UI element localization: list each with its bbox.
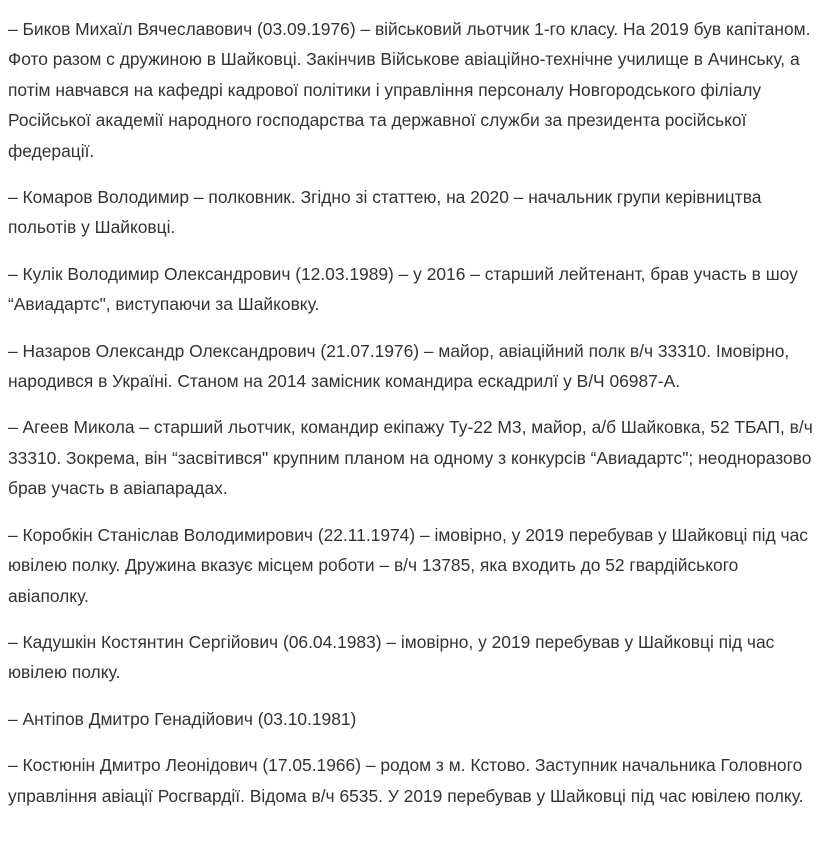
paragraph-kostyunin: – Костюнін Дмитро Леонідович (17.05.1966) – родом з м. Кстово. Заступник начальника Головного управління авіації Росгвардії. Відома в/ч 6535. У 2019 перебував у Шайковці під час ювілею полку.: [8, 755, 804, 806]
paragraph-komarov: – Комаров Володимир – полковник. Згідно зі статтею, на 2020 – начальник групи керівництва польотів у Шайковці.: [8, 187, 762, 238]
paragraph-korobkin: – Коробкін Станіслав Володимирович (22.11.1974) – імовірно, у 2019 перебував у Шайковці під час ювілею полку. Дружина вказує місцем роботи – в/ч 13785, яка входить до 52 гвардійського авіаполку.: [8, 524, 808, 606]
paragraph-kulik: – Кулік Володимир Олександрович (12.03.1989) – у 2016 – старший лейтенант, брав участь в шоу “Авиадартс", виступаючи за Шайковку.: [8, 263, 798, 315]
paragraph-antipov: – Антіпов Дмитро Генадійович (03.10.1981): [8, 708, 357, 729]
paragraph-bykov: – Биков Михаїл Вячеславович (03.09.1976) – військовий льотчик 1-го класу. На 2019 був капітаном. Фото разом с дружиною в Шайковці. Закінчив Військове авіаційно-технічне училище в Ачинську, а потім навчався на кафедрі кадрової політики і управління персоналу Новгородського філіалу Російської академії народного господарства та державної служби за президента російської федерації.: [8, 19, 811, 161]
paragraph-nazarov: – Назаров Олександр Олександрович (21.07.1976) – майор, авіаційний полк в/ч 33310. Імовірно, народився в Україні. Станом на 2014 замісник командира ескадрилї у В/Ч 06987-А.: [8, 340, 790, 392]
paragraph-ageev: – Агеев Микола – старший льотчик, командир екіпажу Ту-22 М3, майор, а/б Шайковка, 52 ТБАП, в/ч 33310. Зокрема, він “засвітився" крупним планом на одному з конкурсів “Авиадартс"; неодноразово брав участь в авіапарадах.: [8, 417, 813, 499]
paragraph-kadushkin: – Кадушкін Костянтин Сергійович (06.04.1983) – імовірно, у 2019 перебував у Шайковці під час ювілею полку.: [8, 631, 775, 683]
